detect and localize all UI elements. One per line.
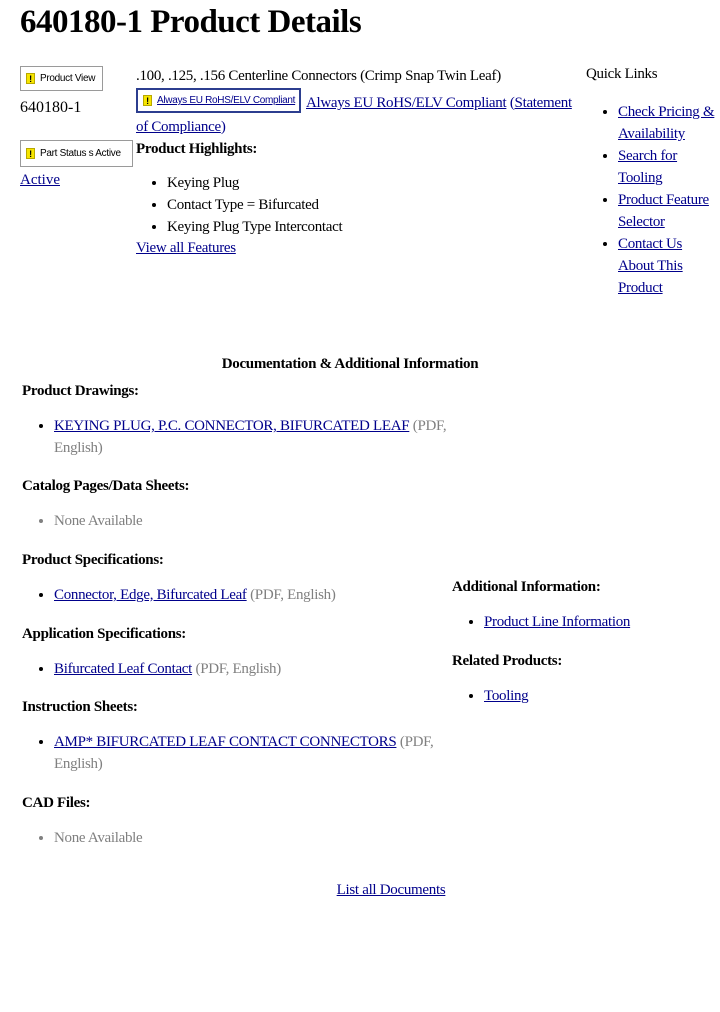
- warning-icon: !: [26, 73, 35, 84]
- doc-meta: (PDF, English): [250, 587, 336, 603]
- part-status-label: Part Status s Active: [40, 148, 121, 159]
- rohs-compliance-link[interactable]: Always EU RoHS/ELV Compliant: [306, 95, 507, 111]
- related-products-section: [452, 653, 712, 707]
- additional-info-list: [452, 611, 712, 633]
- list-item: [54, 584, 452, 606]
- rohs-badge-label: Always EU RoHS/ELV Compliant: [157, 95, 296, 106]
- product-specs-list: [22, 584, 452, 606]
- statement-of-compliance-link[interactable]: Statement of Compliance: [136, 95, 572, 135]
- list-item: [484, 611, 712, 633]
- quick-link-item: [618, 189, 716, 233]
- cad-files-list: [22, 827, 452, 849]
- list-all-documents-link[interactable]: List all Documents: [336, 882, 446, 898]
- section-title: Product Specifications:: [22, 552, 164, 568]
- instruction-sheets-list: [22, 731, 452, 775]
- instruction-sheet-link[interactable]: AMP* BIFURCATED LEAF CONTACT CONNECTORS: [54, 734, 397, 750]
- highlights-title: Product Highlights:: [136, 141, 258, 157]
- section-title: Catalog Pages/Data Sheets:: [22, 478, 190, 494]
- highlight-item: • Keying Plug Type Intercontact: [167, 216, 581, 238]
- list-item: • None Available: [54, 827, 452, 849]
- doc-meta: (PDF, English): [54, 734, 434, 772]
- quick-links-title: Quick Links: [586, 66, 658, 82]
- product-specs-section: [22, 552, 452, 606]
- section-title: Additional Information:: [452, 579, 601, 595]
- check-pricing-link[interactable]: Check Pricing & Availability: [618, 104, 715, 142]
- active-status-link[interactable]: Active: [20, 172, 60, 188]
- catalog-pages-list: [22, 510, 452, 532]
- product-drawings-section: [22, 383, 452, 459]
- warning-icon: !: [26, 148, 35, 159]
- quick-links: [586, 66, 716, 299]
- product-view-badge[interactable]: [20, 66, 103, 91]
- compliance-line: [136, 91, 581, 139]
- product-view-label: Product View: [40, 73, 96, 84]
- contact-us-link[interactable]: Contact Us About This Product: [618, 236, 683, 296]
- instruction-sheets-section: [22, 699, 452, 775]
- doc-meta: (PDF, English): [54, 418, 447, 456]
- highlight-item: • Keying Plug: [167, 172, 581, 194]
- highlight-item: • Contact Type = Bifurcated: [167, 194, 581, 216]
- section-title: Instruction Sheets:: [22, 699, 138, 715]
- feature-selector-link[interactable]: Product Feature Selector: [618, 192, 709, 230]
- quick-link-item: [618, 101, 716, 145]
- additional-info-section: [452, 579, 712, 633]
- list-item: • None Available: [54, 510, 452, 532]
- section-title: Product Drawings:: [22, 383, 139, 399]
- part-number: 640180-1: [20, 99, 82, 116]
- product-drawings-list: [22, 415, 452, 459]
- page-title: 640180-1 Product Details: [20, 4, 362, 40]
- application-specs-list: [22, 658, 452, 680]
- tooling-link[interactable]: Tooling: [484, 688, 529, 704]
- view-all-features-link[interactable]: View all Features: [136, 240, 236, 256]
- list-item: [54, 415, 452, 459]
- highlights-list: [136, 172, 581, 238]
- product-line-info-link[interactable]: Product Line Information: [484, 614, 631, 630]
- product-drawing-link[interactable]: KEYING PLUG, P.C. CONNECTOR, BIFURCATED LEAF: [54, 418, 410, 434]
- warning-icon: !: [143, 95, 152, 106]
- list-all-documents: [0, 882, 720, 899]
- related-products-list: [452, 685, 712, 707]
- section-title: CAD Files:: [22, 795, 91, 811]
- section-title: Related Products:: [452, 653, 563, 669]
- documentation-heading: Documentation & Additional Information: [221, 356, 479, 372]
- catalog-pages-section: [22, 478, 452, 532]
- search-tooling-link[interactable]: Search for Tooling: [618, 148, 678, 186]
- part-status-badge[interactable]: [20, 140, 133, 167]
- section-title: Application Specifications:: [22, 626, 186, 642]
- quick-link-item: [618, 233, 716, 299]
- cad-files-section: [22, 795, 452, 849]
- statement-open: (: [509, 95, 515, 111]
- list-item: [54, 731, 452, 775]
- statement-close: ): [220, 119, 226, 135]
- quick-links-list: [586, 101, 716, 299]
- product-summary: [136, 66, 581, 259]
- list-item: [484, 685, 712, 707]
- application-spec-link[interactable]: Bifurcated Leaf Contact: [54, 661, 193, 677]
- application-specs-section: [22, 626, 452, 680]
- quick-link-item: [618, 145, 716, 189]
- doc-meta: (PDF, English): [195, 661, 281, 677]
- product-description: .100, .125, .156 Centerline Connectors (Crimp Snap Twin Leaf): [136, 68, 501, 84]
- list-item: [54, 658, 452, 680]
- product-spec-link[interactable]: Connector, Edge, Bifurcated Leaf: [54, 587, 247, 603]
